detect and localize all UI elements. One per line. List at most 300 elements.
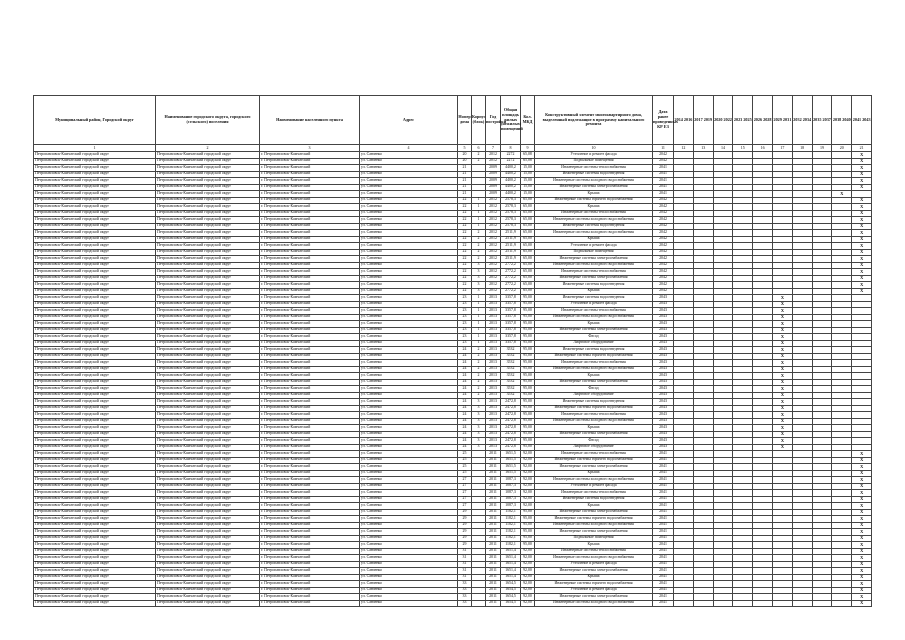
column-number: 3 [260, 145, 360, 152]
column-header: Год постройки [486, 96, 501, 145]
building-cell: 2 [472, 236, 486, 243]
area-cell: 2472,8 [501, 431, 521, 438]
district-cell: Петропавловск-Камчатский городской округ [34, 236, 156, 243]
prior-date-cell: 2043 [653, 438, 674, 445]
district-cell: Петропавловск-Камчатский городской округ [34, 262, 156, 269]
house-number-cell: 27 [458, 503, 472, 510]
locality-cell: г. Петропавловск-Камчатский [260, 191, 360, 198]
building-cell: 3 [472, 399, 486, 406]
year-built-cell: 2013 [486, 314, 501, 321]
street-cell: ул. Савченко [360, 470, 458, 477]
street-cell: ул. Савченко [360, 490, 458, 497]
street-cell: ул. Савченко [360, 587, 458, 594]
house-number-cell: 23 [458, 295, 472, 302]
prior-date-cell: 2041 [653, 191, 674, 198]
count-cell: 95,00 [521, 366, 535, 373]
locality-cell: г. Петропавловск-Камчатский [260, 483, 360, 490]
house-number-cell: 24 [458, 360, 472, 367]
element-cell: Инженерные системы холодного водоснабжения [535, 217, 653, 224]
house-number-cell: 24 [458, 438, 472, 445]
prior-date-cell: 2041 [653, 535, 674, 542]
locality-cell: г. Петропавловск-Камчатский [260, 210, 360, 217]
locality-cell: г. Петропавловск-Камчатский [260, 353, 360, 360]
street-cell: ул. Савченко [360, 321, 458, 328]
element-cell: Подвальные помещения [535, 535, 653, 542]
year-built-cell: 2011 [486, 535, 501, 542]
settlement-cell: Петропавловск-Камчатский городской округ [156, 431, 260, 438]
building-cell: 1 [472, 217, 486, 224]
settlement-cell: Петропавловск-Камчатский городской округ [156, 412, 260, 419]
house-number-cell: 21 [458, 191, 472, 198]
settlement-cell: Петропавловск-Камчатский городской округ [156, 451, 260, 458]
count-cell: 65,08 [521, 152, 535, 159]
period-mark-cell: Х [772, 295, 792, 302]
street-cell: ул. Савченко [360, 275, 458, 282]
period-mark-cell: Х [772, 438, 792, 445]
count-cell: 92,00 [521, 568, 535, 575]
area-cell: 1182,1 [501, 535, 521, 542]
house-number-cell: 31 [458, 574, 472, 581]
district-cell: Петропавловск-Камчатский городской округ [34, 301, 156, 308]
street-cell: ул. Савченко [360, 204, 458, 211]
settlement-cell: Петропавловск-Камчатский городской округ [156, 334, 260, 341]
house-number-cell: 23 [458, 334, 472, 341]
prior-date-cell: 2043 [653, 379, 674, 386]
house-number-cell: 20 [458, 158, 472, 165]
street-cell: ул. Савченко [360, 457, 458, 464]
year-built-cell: 2011 [486, 464, 501, 471]
area-cell: 3357,8 [501, 327, 521, 334]
count-cell: 65,08 [521, 158, 535, 165]
column-number: 14 [713, 145, 733, 152]
prior-date-cell: 2041 [653, 568, 674, 575]
column-number: 18 [792, 145, 812, 152]
settlement-cell: Петропавловск-Камчатский городской округ [156, 399, 260, 406]
area-cell: 1651,5 [501, 451, 521, 458]
prior-date-cell: 2042 [653, 236, 674, 243]
element-cell: Инженерные системы теплоснабжения [535, 451, 653, 458]
area-cell: 1654,5 [501, 581, 521, 588]
locality-cell: г. Петропавловск-Камчатский [260, 568, 360, 575]
year-built-cell: 2013 [486, 327, 501, 334]
building-cell: 2 [472, 249, 486, 256]
element-cell: Инженерные системы электроснабжения [535, 509, 653, 516]
street-cell: ул. Савченко [360, 301, 458, 308]
locality-cell: г. Петропавловск-Камчатский [260, 418, 360, 425]
area-cell: 1182,1 [501, 522, 521, 529]
settlement-cell: Петропавловск-Камчатский городской округ [156, 600, 260, 607]
street-cell: ул. Савченко [360, 184, 458, 191]
district-cell: Петропавловск-Камчатский городской округ [34, 444, 156, 451]
district-cell: Петропавловск-Камчатский городской округ [34, 184, 156, 191]
period-mark-cell: Х [852, 503, 872, 510]
year-built-cell: 2013 [486, 301, 501, 308]
prior-date-cell: 2041 [653, 574, 674, 581]
area-cell: 2272 [501, 158, 521, 165]
building-cell: 2 [472, 256, 486, 263]
year-built-cell: 2012 [486, 275, 501, 282]
area-cell: 2772,2 [501, 288, 521, 295]
period-mark-cell: Х [852, 204, 872, 211]
settlement-cell: Петропавловск-Камчатский городской округ [156, 204, 260, 211]
locality-cell: г. Петропавловск-Камчатский [260, 535, 360, 542]
count-cell: 92,00 [521, 561, 535, 568]
column-header: 2029 2031 [772, 96, 792, 145]
house-number-cell: 27 [458, 477, 472, 484]
building-cell: 3 [472, 288, 486, 295]
house-number-cell: 25 [458, 464, 472, 471]
area-cell: 2272 [501, 152, 521, 159]
element-cell: Инженерные системы холодного водоснабжения [535, 262, 653, 269]
building-cell: 1 [472, 210, 486, 217]
house-number-cell: 24 [458, 379, 472, 386]
settlement-cell: Петропавловск-Камчатский городской округ [156, 197, 260, 204]
period-mark-cell: Х [772, 431, 792, 438]
settlement-cell: Петропавловск-Камчатский городской округ [156, 236, 260, 243]
house-number-cell: 23 [458, 321, 472, 328]
district-cell: Петропавловск-Камчатский городской округ [34, 529, 156, 536]
district-cell: Петропавловск-Камчатский городской округ [34, 392, 156, 399]
area-cell: 1654,5 [501, 594, 521, 601]
period-mark-cell: Х [852, 522, 872, 529]
prior-date-cell: 2041 [653, 542, 674, 549]
year-built-cell: 2013 [486, 373, 501, 380]
district-cell: Петропавловск-Камчатский городской округ [34, 574, 156, 581]
district-cell: Петропавловск-Камчатский городской округ [34, 600, 156, 607]
building-cell: 2 [472, 152, 486, 159]
prior-date-cell: 2042 [653, 158, 674, 165]
house-number-cell: 22 [458, 217, 472, 224]
street-cell: ул. Савченко [360, 191, 458, 198]
area-cell: 2578,3 [501, 197, 521, 204]
count-cell: 95,00 [521, 412, 535, 419]
district-cell: Петропавловск-Камчатский городской округ [34, 568, 156, 575]
settlement-cell: Петропавловск-Камчатский городской округ [156, 561, 260, 568]
settlement-cell: Петропавловск-Камчатский городской округ [156, 542, 260, 549]
street-cell: ул. Савченко [360, 503, 458, 510]
area-cell: 1651,4 [501, 555, 521, 562]
period-mark-cell: Х [772, 405, 792, 412]
house-number-cell: 24 [458, 412, 472, 419]
district-cell: Петропавловск-Камчатский городской округ [34, 405, 156, 412]
column-number: 11 [653, 145, 674, 152]
area-cell: 4400,2 [501, 178, 521, 185]
street-cell: ул. Савченко [360, 236, 458, 243]
building-cell: 2 [472, 366, 486, 373]
count-cell: 95,00 [521, 438, 535, 445]
settlement-cell: Петропавловск-Камчатский городской округ [156, 353, 260, 360]
area-cell: 1651,4 [501, 568, 521, 575]
district-cell: Петропавловск-Камчатский городской округ [34, 425, 156, 432]
prior-date-cell: 2041 [653, 587, 674, 594]
locality-cell: г. Петропавловск-Камчатский [260, 223, 360, 230]
settlement-cell: Петропавловск-Камчатский городской округ [156, 477, 260, 484]
street-cell: ул. Савченко [360, 496, 458, 503]
count-cell: 65,00 [521, 249, 535, 256]
year-built-cell: 2012 [486, 262, 501, 269]
house-number-cell: 29 [458, 516, 472, 523]
district-cell: Петропавловск-Камчатский городской округ [34, 594, 156, 601]
period-mark-cell: Х [852, 256, 872, 263]
element-cell: Подвальные помещения [535, 158, 653, 165]
district-cell: Петропавловск-Камчатский городской округ [34, 457, 156, 464]
period-mark-cell: Х [852, 561, 872, 568]
program-table-sheet [33, 95, 871, 607]
period-mark-cell: Х [772, 399, 792, 406]
building-cell: 3 [472, 438, 486, 445]
prior-date-cell: 2042 [653, 243, 674, 250]
house-number-cell: 24 [458, 366, 472, 373]
prior-date-cell: 2042 [653, 269, 674, 276]
prior-date-cell: 2041 [653, 581, 674, 588]
settlement-cell: Петропавловск-Камчатский городской округ [156, 249, 260, 256]
element-cell: Крыша [535, 288, 653, 295]
settlement-cell: Петропавловск-Камчатский городской округ [156, 386, 260, 393]
settlement-cell: Петропавловск-Камчатский городской округ [156, 444, 260, 451]
prior-date-cell: 2042 [653, 249, 674, 256]
area-cell: 1651,4 [501, 561, 521, 568]
district-cell: Петропавловск-Камчатский городской округ [34, 158, 156, 165]
table-header-row [34, 96, 872, 145]
locality-cell: г. Петропавловск-Камчатский [260, 470, 360, 477]
settlement-cell: Петропавловск-Камчатский городской округ [156, 509, 260, 516]
prior-date-cell: 2043 [653, 412, 674, 419]
district-cell: Петропавловск-Камчатский городской округ [34, 496, 156, 503]
district-cell: Петропавловск-Камчатский городской округ [34, 490, 156, 497]
area-cell: 2511,9 [501, 243, 521, 250]
year-built-cell: 2013 [486, 379, 501, 386]
district-cell: Петропавловск-Камчатский городской округ [34, 555, 156, 562]
prior-date-cell: 2041 [653, 470, 674, 477]
street-cell: ул. Савченко [360, 535, 458, 542]
count-cell: 92,00 [521, 464, 535, 471]
house-number-cell: 27 [458, 496, 472, 503]
year-built-cell: 2013 [486, 386, 501, 393]
column-header: Наименование городского округа, городского (сельского) поселения [156, 96, 260, 145]
count-cell: 95,00 [521, 314, 535, 321]
locality-cell: г. Петропавловск-Камчатский [260, 529, 360, 536]
prior-date-cell: 2041 [653, 600, 674, 607]
district-cell: Петропавловск-Камчатский городской округ [34, 470, 156, 477]
period-mark-cell: Х [852, 223, 872, 230]
count-cell: 65,00 [521, 230, 535, 237]
district-cell: Петропавловск-Камчатский городской округ [34, 503, 156, 510]
street-cell: ул. Савченко [360, 412, 458, 419]
house-number-cell: 20 [458, 152, 472, 159]
building-cell: 2 [472, 243, 486, 250]
area-cell: 3357,8 [501, 301, 521, 308]
area-cell: 1651,5 [501, 464, 521, 471]
district-cell: Петропавловск-Камчатский городской округ [34, 217, 156, 224]
locality-cell: г. Петропавловск-Камчатский [260, 503, 360, 510]
period-mark-cell: Х [852, 581, 872, 588]
element-cell: Инженерные системы электроснабжения [535, 327, 653, 334]
area-cell: 1654,5 [501, 600, 521, 607]
period-mark-cell: Х [852, 217, 872, 224]
settlement-cell: Петропавловск-Камчатский городской округ [156, 230, 260, 237]
column-number: 5 [458, 145, 472, 152]
locality-cell: г. Петропавловск-Камчатский [260, 392, 360, 399]
element-cell: Инженерные системы теплоснабжения [535, 308, 653, 315]
capital-repair-program-table [33, 95, 872, 607]
prior-date-cell: 2041 [653, 165, 674, 172]
building-cell: 2 [472, 158, 486, 165]
period-mark-cell: Х [832, 191, 852, 198]
house-number-cell: 22 [458, 197, 472, 204]
district-cell: Петропавловск-Камчатский городской округ [34, 483, 156, 490]
year-built-cell: 2009 [486, 165, 501, 172]
locality-cell: г. Петропавловск-Камчатский [260, 542, 360, 549]
period-mark-cell: Х [852, 236, 872, 243]
street-cell: ул. Савченко [360, 249, 458, 256]
prior-date-cell: 2041 [653, 451, 674, 458]
year-built-cell: 2012 [486, 197, 501, 204]
locality-cell: г. Петропавловск-Камчатский [260, 308, 360, 315]
area-cell: 1654,5 [501, 587, 521, 594]
building-cell: 1 [472, 295, 486, 302]
area-cell: 1651,4 [501, 574, 521, 581]
prior-date-cell: 2043 [653, 353, 674, 360]
area-cell: 1087,3 [501, 503, 521, 510]
building-cell: 2 [472, 379, 486, 386]
column-header: 2032 2034 [792, 96, 812, 145]
settlement-cell: Петропавловск-Камчатский городской округ [156, 470, 260, 477]
count-cell: 92,00 [521, 470, 535, 477]
house-number-cell: 22 [458, 282, 472, 289]
period-mark-cell: Х [852, 165, 872, 172]
year-built-cell: 2013 [486, 405, 501, 412]
area-cell: 3532 [501, 353, 521, 360]
building-cell: 1 [472, 340, 486, 347]
element-cell: Инженерные системы холодного водоснабжения [535, 600, 653, 607]
period-mark-cell: Х [852, 587, 872, 594]
count-cell: 95,00 [521, 379, 535, 386]
period-mark-cell: Х [852, 464, 872, 471]
district-cell: Петропавловск-Камчатский городской округ [34, 288, 156, 295]
prior-date-cell: 2041 [653, 503, 674, 510]
column-number: 7 [486, 145, 501, 152]
column-number: 13 [693, 145, 713, 152]
settlement-cell: Петропавловск-Камчатский городской округ [156, 210, 260, 217]
element-cell: Инженерные системы теплоснабжения [535, 165, 653, 172]
house-number-cell: 23 [458, 340, 472, 347]
count-cell: 15,00 [521, 178, 535, 185]
year-built-cell: 2011 [486, 542, 501, 549]
year-built-cell: 2009 [486, 178, 501, 185]
area-cell: 4400,2 [501, 165, 521, 172]
area-cell: 1087,3 [501, 496, 521, 503]
element-cell: Инженерные системы водоотведения [535, 295, 653, 302]
column-number: 10 [535, 145, 653, 152]
house-number-cell: 22 [458, 269, 472, 276]
settlement-cell: Петропавловск-Камчатский городской округ [156, 425, 260, 432]
locality-cell: г. Петропавловск-Камчатский [260, 282, 360, 289]
district-cell: Петропавловск-Камчатский городской округ [34, 327, 156, 334]
street-cell: ул. Савченко [360, 581, 458, 588]
year-built-cell: 2012 [486, 152, 501, 159]
street-cell: ул. Савченко [360, 405, 458, 412]
element-cell: Инженерные системы электроснабжения [535, 184, 653, 191]
prior-date-cell: 2043 [653, 425, 674, 432]
locality-cell: г. Петропавловск-Камчатский [260, 444, 360, 451]
settlement-cell: Петропавловск-Камчатский городской округ [156, 457, 260, 464]
element-cell: Фасад [535, 386, 653, 393]
column-header: Дата ранее проведенных КР ЕЗ [653, 96, 674, 145]
settlement-cell: Петропавловск-Камчатский городской округ [156, 373, 260, 380]
house-number-cell: 24 [458, 353, 472, 360]
district-cell: Петропавловск-Камчатский городской округ [34, 477, 156, 484]
district-cell: Петропавловск-Камчатский городской округ [34, 210, 156, 217]
period-mark-cell: Х [772, 353, 792, 360]
area-cell: 2472,8 [501, 425, 521, 432]
settlement-cell: Петропавловск-Камчатский городской округ [156, 516, 260, 523]
period-mark-cell: Х [772, 327, 792, 334]
period-mark-cell: Х [852, 288, 872, 295]
locality-cell: г. Петропавловск-Камчатский [260, 477, 360, 484]
element-cell: Инженерные системы холодного водоснабжения [535, 178, 653, 185]
house-number-cell: 24 [458, 386, 472, 393]
prior-date-cell: 2041 [653, 522, 674, 529]
prior-date-cell: 2041 [653, 477, 674, 484]
element-cell: Крыша [535, 191, 653, 198]
count-cell: 95,00 [521, 431, 535, 438]
element-cell: Крыша [535, 574, 653, 581]
year-built-cell: 2012 [486, 158, 501, 165]
column-header: 2035 2037 [812, 96, 832, 145]
year-built-cell: 2013 [486, 444, 501, 451]
column-header: Общая площадь жилых (нежилых) помещений [501, 96, 521, 145]
year-built-cell: 2011 [486, 561, 501, 568]
period-mark-cell: Х [772, 386, 792, 393]
column-number: 4 [360, 145, 458, 152]
house-number-cell: 29 [458, 542, 472, 549]
locality-cell: г. Петропавловск-Камчатский [260, 581, 360, 588]
locality-cell: г. Петропавловск-Камчатский [260, 204, 360, 211]
area-cell: 2511,9 [501, 249, 521, 256]
period-mark-cell: Х [772, 301, 792, 308]
street-cell: ул. Савченко [360, 379, 458, 386]
count-cell: 95,00 [521, 425, 535, 432]
street-cell: ул. Савченко [360, 594, 458, 601]
settlement-cell: Петропавловск-Камчатский городской округ [156, 496, 260, 503]
year-built-cell: 2013 [486, 295, 501, 302]
street-cell: ул. Савченко [360, 223, 458, 230]
year-built-cell: 2012 [486, 210, 501, 217]
house-number-cell: 21 [458, 184, 472, 191]
element-cell: Крыша [535, 236, 653, 243]
building-cell: 1 [472, 223, 486, 230]
building-cell: 3 [472, 425, 486, 432]
settlement-cell: Петропавловск-Камчатский городской округ [156, 568, 260, 575]
settlement-cell: Петропавловск-Камчатский городской округ [156, 171, 260, 178]
column-number: 21 [852, 145, 872, 152]
house-number-cell: 23 [458, 314, 472, 321]
area-cell: 4400,2 [501, 191, 521, 198]
element-cell: Инженерные системы электроснабжения [535, 529, 653, 536]
locality-cell: г. Петропавловск-Камчатский [260, 171, 360, 178]
street-cell: ул. Савченко [360, 230, 458, 237]
period-cell [772, 600, 792, 607]
building-cell: 1 [472, 197, 486, 204]
count-cell: 95,00 [521, 399, 535, 406]
period-mark-cell: Х [772, 366, 792, 373]
house-number-cell: 29 [458, 535, 472, 542]
element-cell: Инженерные системы электроснабжения [535, 379, 653, 386]
locality-cell: г. Петропавловск-Камчатский [260, 184, 360, 191]
count-cell: 95,00 [521, 418, 535, 425]
settlement-cell: Петропавловск-Камчатский городской округ [156, 535, 260, 542]
building-cell: 3 [472, 269, 486, 276]
